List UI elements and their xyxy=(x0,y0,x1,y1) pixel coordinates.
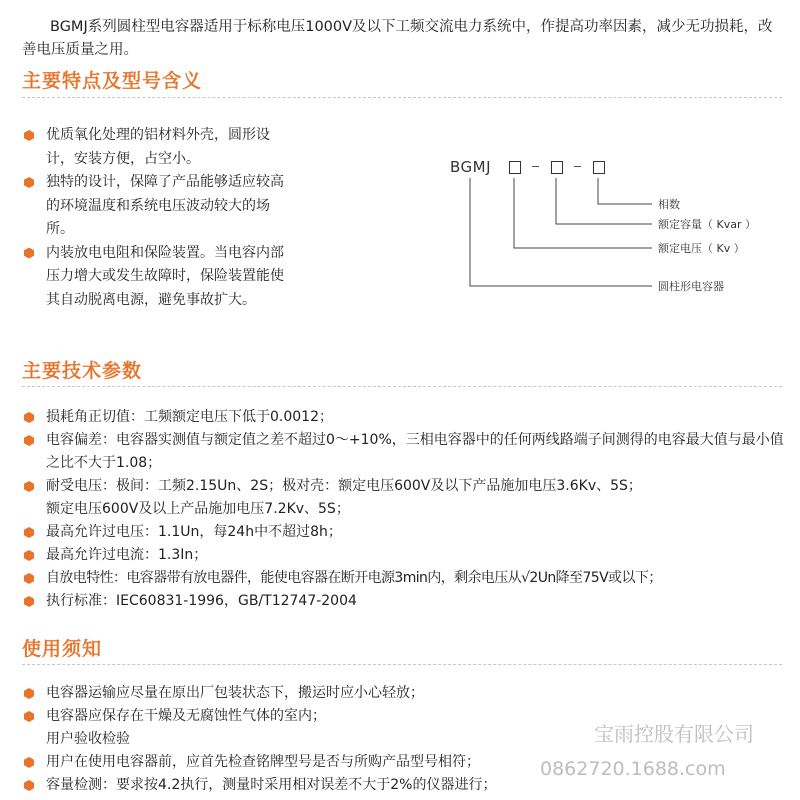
list-item: 耐受电压：极间：工频2.15Un、2S；极对壳：额定电压600V及以下产品施加电压3.6Kv、5S； xyxy=(22,475,792,498)
diagram-label-type: 圆柱形电容器 xyxy=(658,280,724,293)
section-divider xyxy=(22,386,782,387)
hexagon-bullet-icon xyxy=(24,130,34,141)
hexagon-bullet-icon xyxy=(24,688,34,699)
hexagon-bullet-icon xyxy=(24,780,34,791)
list-item: 最高允许过电流：1.3In； xyxy=(22,544,792,567)
hexagon-bullet-icon xyxy=(24,711,34,722)
features-list xyxy=(22,124,292,312)
model-separator xyxy=(532,166,539,167)
list-item: 内装放电电阻和保险装置。当电容内部压力增大或发生故障时，保险装置能使其自动脱离电源，避免事故扩大。 xyxy=(22,242,292,313)
list-item: 损耗角正切值：工频额定电压下低于0.0012； xyxy=(22,406,792,429)
list-item: 电容偏差：电容器实测值与额定值之差不超过0～+10%，三相电容器中的任何两线路端子间测得的电容最大值与最小值之比不大于1.08； xyxy=(22,429,792,475)
section-title-usage: 使用须知 xyxy=(22,638,103,660)
list-item: 用户在使用电容器前，应首先检查铭牌型号是否与所购产品型号相符； xyxy=(22,751,792,774)
hexagon-bullet-icon xyxy=(24,412,34,423)
list-item: 容量检测：要求按4.2执行，测量时采用相对误差不大于2%的仪器进行； xyxy=(22,774,792,797)
section-divider xyxy=(22,97,782,98)
diagram-label-capacity: 额定容量（ Kvar ） xyxy=(658,218,756,231)
model-field-box xyxy=(551,161,563,174)
params-list xyxy=(22,406,792,613)
hexagon-bullet-icon xyxy=(24,481,34,492)
watermark-phone: 0862720.1688.com xyxy=(540,758,726,780)
list-item: 自放电特性：电容器带有放电器件，能使电容器在断开电源3min内，剩余电压从√2Un降至75V或以下； xyxy=(22,567,792,590)
section-title-features: 主要特点及型号含义 xyxy=(22,70,203,92)
hexagon-bullet-icon xyxy=(24,248,34,259)
model-code-prefix: BGMJ xyxy=(450,158,492,176)
hexagon-bullet-icon xyxy=(24,596,34,607)
list-item: 电容器应保存在干燥及无腐蚀性气体的室内； xyxy=(22,705,792,728)
model-code-diagram xyxy=(440,150,780,310)
section-title-params: 主要技术参数 xyxy=(22,360,143,382)
hexagon-bullet-icon xyxy=(24,527,34,538)
list-item: 优质氧化处理的铝材料外壳，圆形设计，安装方便，占空小。 xyxy=(22,124,292,171)
hexagon-bullet-icon xyxy=(24,435,34,446)
hexagon-bullet-icon xyxy=(24,757,34,768)
list-item-continuation: 用户验收检验 xyxy=(46,731,130,747)
hexagon-bullet-icon xyxy=(24,177,34,188)
watermark-company: 宝雨控股有限公司 xyxy=(594,722,754,746)
hexagon-bullet-icon xyxy=(24,550,34,561)
section-divider xyxy=(22,664,782,665)
list-item: 最高允许过电压：1.1Un，每24h中不超过8h； xyxy=(22,521,792,544)
list-item: 独特的设计，保障了产品能够适应较高的环境温度和系统电压波动较大的场所。 xyxy=(22,171,292,242)
intro-paragraph: BGMJ系列圆柱型电容器适用于标称电压1000V及以下工频交流电力系统中，作提高功率因素，减少无功损耗，改善电压质量之用。 xyxy=(22,19,773,58)
diagram-label-phase: 相数 xyxy=(658,198,680,211)
model-field-box xyxy=(509,161,521,174)
list-item: 执行标准：IEC60831-1996，GB/T12747-2004 xyxy=(22,590,792,613)
hexagon-bullet-icon xyxy=(24,573,34,584)
diagram-label-voltage: 额定电压（ Kv ） xyxy=(658,242,745,255)
list-item-continuation: 额定电压600V及以上产品施加电压7.2Kv、5S； xyxy=(46,501,350,517)
list-item: 电容器运输应尽量在原出厂包装状态下，搬运时应小心轻放； xyxy=(22,682,792,705)
model-separator xyxy=(574,166,581,167)
model-field-box xyxy=(593,161,605,174)
